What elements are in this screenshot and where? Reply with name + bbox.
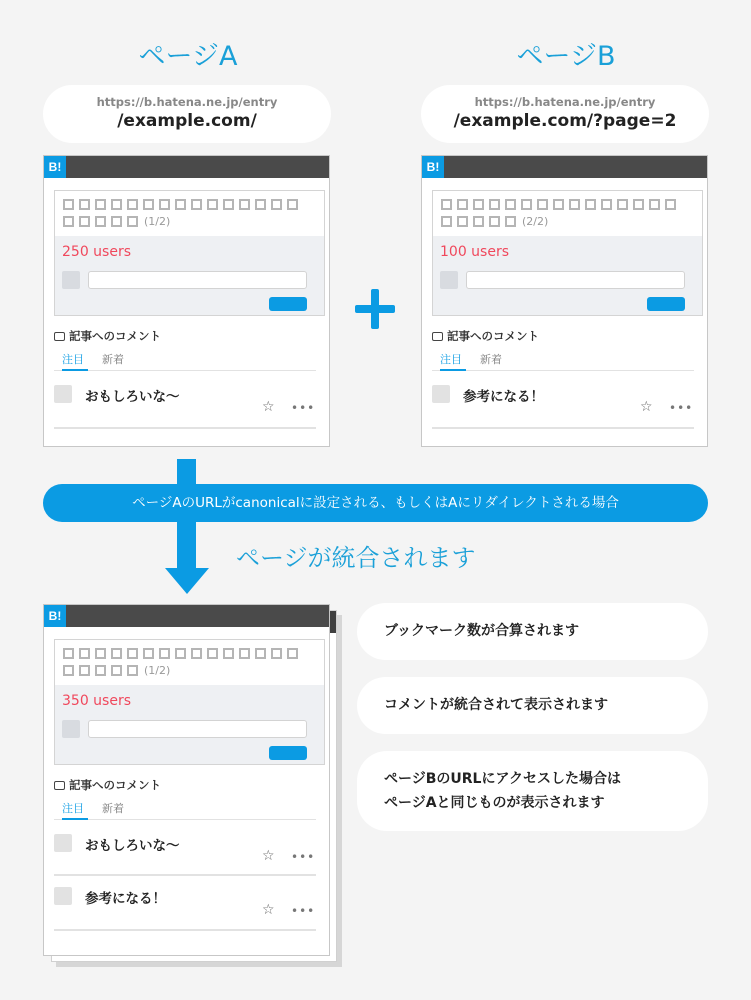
hatena-logo: B! [44, 156, 66, 178]
page-indicator: (1/2) [144, 664, 171, 677]
bookmark-squares-row [441, 216, 548, 228]
comment-input[interactable] [88, 271, 307, 289]
users-count: 250 users [62, 244, 132, 260]
more-icon[interactable]: ••• [669, 401, 694, 415]
comment-input[interactable] [466, 271, 685, 289]
comment-tabs [54, 351, 316, 371]
tab-new[interactable]: 新着 [480, 353, 502, 366]
note-bookmarks-merged: ブックマーク数が合算されます [357, 603, 708, 660]
comment-header [432, 328, 539, 344]
bookmark-widget [54, 639, 325, 765]
tab-featured[interactable]: 注目 [62, 351, 88, 371]
down-arrow-icon [165, 568, 209, 594]
star-icon[interactable]: ☆ [262, 902, 275, 918]
bookmark-squares-row [63, 665, 170, 677]
hatena-logo: B! [422, 156, 444, 178]
submit-button[interactable] [269, 297, 307, 311]
comment-input[interactable] [88, 720, 307, 738]
plus-icon [355, 289, 395, 329]
divider [54, 874, 316, 876]
avatar [54, 887, 72, 905]
tab-featured[interactable]: 注目 [62, 800, 88, 820]
card-header [44, 156, 329, 178]
submit-button[interactable] [269, 746, 307, 760]
comment-header-label: 記事へのコメント [447, 329, 539, 343]
avatar-placeholder [62, 271, 80, 289]
page-a-title: ページA [138, 41, 238, 72]
tab-featured[interactable]: 注目 [440, 351, 466, 371]
divider [432, 427, 694, 429]
more-icon[interactable]: ••• [291, 904, 316, 918]
star-icon[interactable]: ☆ [262, 848, 275, 864]
page-a-url [43, 85, 331, 143]
comment-tabs [54, 800, 316, 820]
comment-header [54, 328, 161, 344]
avatar-placeholder [62, 720, 80, 738]
comment-bubble-icon [54, 332, 65, 341]
page-a-url-path: /example.com/ [117, 111, 257, 131]
page-indicator: (1/2) [144, 215, 171, 228]
merge-title: ページが統合されます [236, 544, 476, 572]
avatar [54, 385, 72, 403]
bookmark-squares-row [63, 199, 303, 210]
page-indicator: (2/2) [522, 215, 549, 228]
page-a-card [43, 155, 330, 447]
page-b-url-domain: https://b.hatena.ne.jp/entry [474, 95, 656, 109]
submit-button[interactable] [647, 297, 685, 311]
merged-card [43, 604, 330, 956]
star-icon[interactable]: ☆ [640, 399, 653, 415]
page-a-url-domain: https://b.hatena.ne.jp/entry [96, 95, 278, 109]
card-header [422, 156, 707, 178]
card-header [44, 605, 329, 627]
page-b-url [421, 85, 709, 143]
avatar [432, 385, 450, 403]
bookmark-squares-row [441, 199, 681, 210]
note-comments-merged: コメントが統合されて表示されます [357, 677, 708, 734]
condition-banner: ページAのURLがcanonicalに設定される、もしくはAにリダイレクトされる場合 [43, 484, 708, 522]
comment-bubble-icon [432, 332, 443, 341]
bookmark-widget [54, 190, 325, 316]
bookmark-widget [432, 190, 703, 316]
divider [54, 929, 316, 931]
page-b-url-path: /example.com/?page=2 [453, 111, 677, 131]
avatar [54, 834, 72, 852]
more-icon[interactable]: ••• [291, 401, 316, 415]
comment-header [54, 777, 161, 793]
page-b-card [421, 155, 708, 447]
comment-header-label: 記事へのコメント [69, 778, 161, 792]
comment-bubble-icon [54, 781, 65, 790]
tab-new[interactable]: 新着 [102, 802, 124, 815]
hatena-logo: B! [44, 605, 66, 627]
comment-text: 参考になる！ [85, 891, 166, 907]
note-redirect [357, 751, 708, 831]
bookmark-squares-row [63, 648, 303, 659]
bookmark-squares-row [63, 216, 170, 228]
users-count: 100 users [440, 244, 510, 260]
divider [54, 427, 316, 429]
comment-text: おもしろいな〜 [85, 838, 180, 854]
comment-text: おもしろいな〜 [85, 389, 180, 405]
comment-header-label: 記事へのコメント [69, 329, 161, 343]
tab-new[interactable]: 新着 [102, 353, 124, 366]
note-redirect-line1: ページBのURLにアクセスした場合は [384, 771, 622, 787]
note-redirect-line2: ページAと同じものが表示されます [384, 795, 605, 811]
page-b-title: ページB [516, 41, 616, 72]
star-icon[interactable]: ☆ [262, 399, 275, 415]
comment-tabs [432, 351, 694, 371]
users-count: 350 users [62, 693, 132, 709]
comment-text: 参考になる！ [463, 389, 544, 405]
more-icon[interactable]: ••• [291, 850, 316, 864]
avatar-placeholder [440, 271, 458, 289]
